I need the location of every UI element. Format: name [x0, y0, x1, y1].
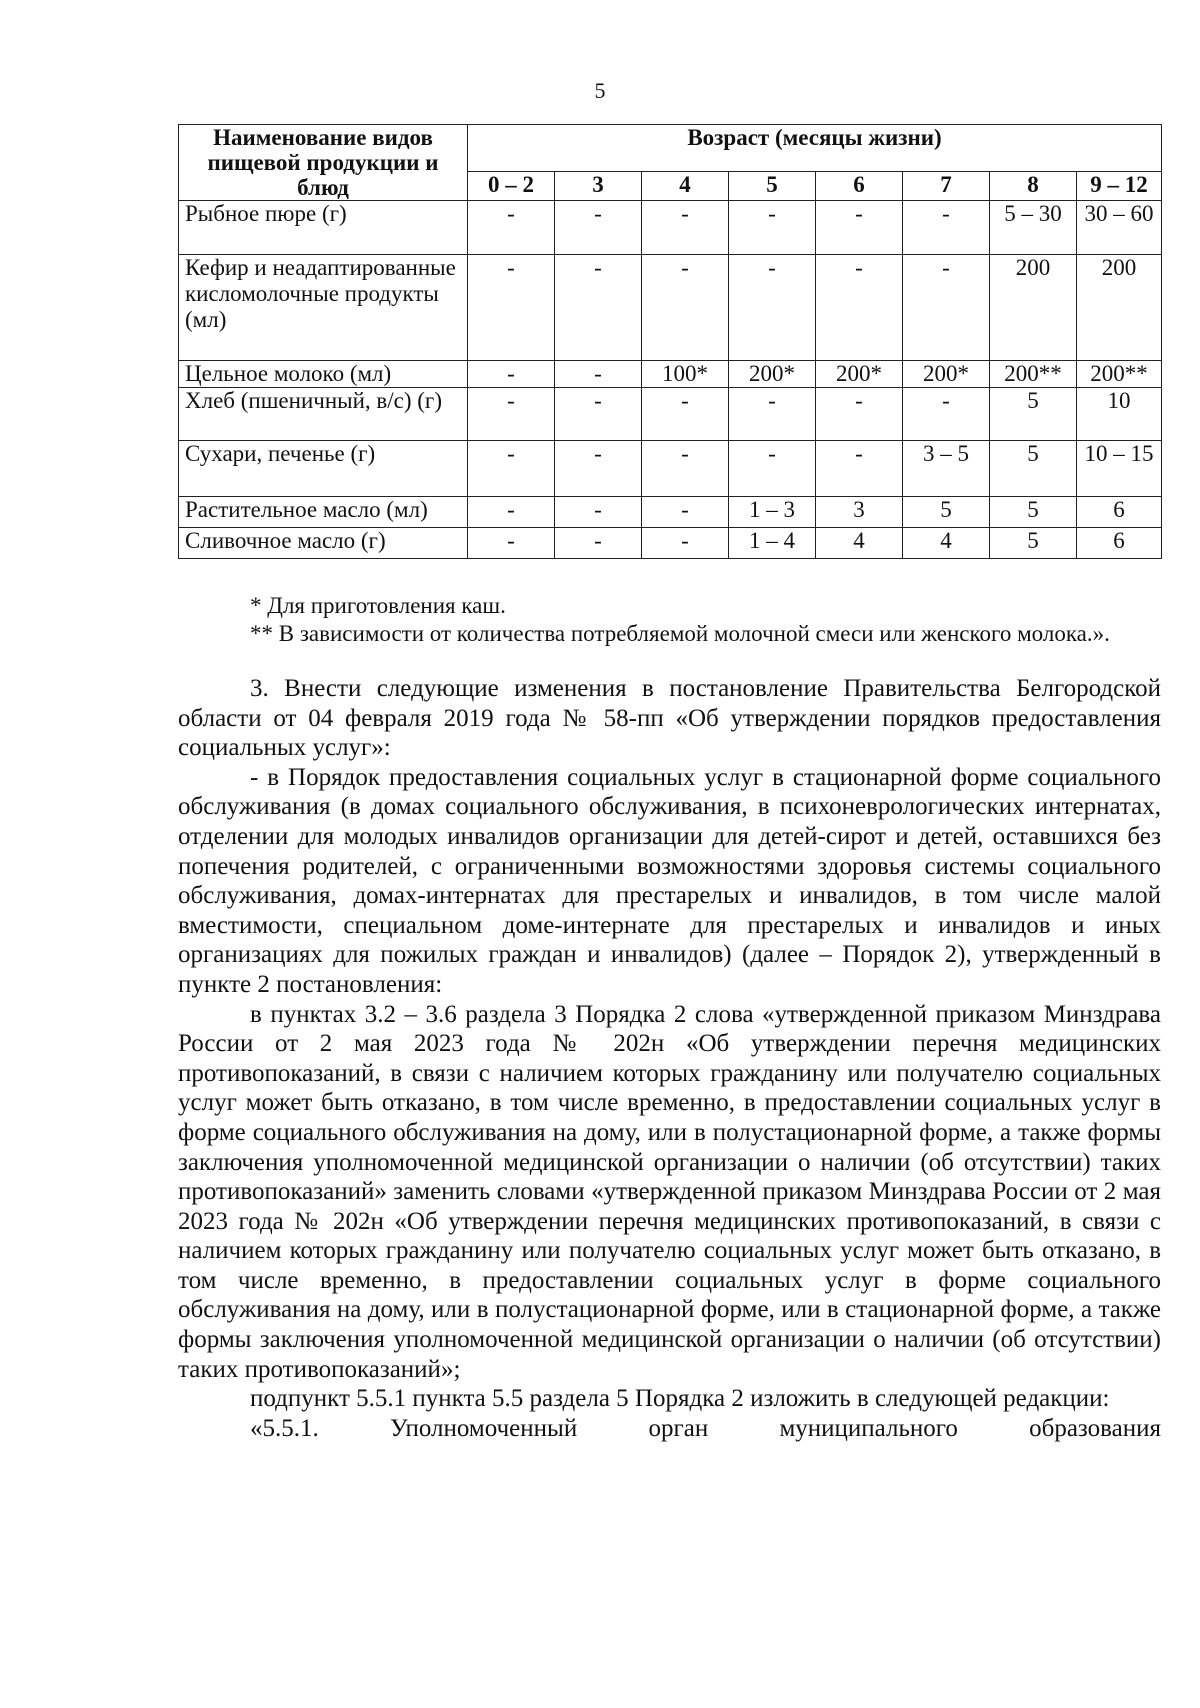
table-row: [179, 361, 1162, 388]
paragraph: 3. Внести следующие изменения в постановление Правительства Белгородской области от 04 февраля 2019 года № 58-пп «Об утверждении порядков предоставления социальных услуг»:: [178, 675, 1161, 762]
value-cell: 200: [1077, 255, 1162, 361]
product-name-cell: Хлеб (пшеничный, в/с) (г): [179, 388, 468, 441]
age-header: Возраст (месяцы жизни): [468, 125, 1162, 172]
product-name-cell: Сухари, печенье (г): [179, 441, 468, 497]
product-name-cell: Рыбное пюре (г): [179, 201, 468, 255]
table-row: [179, 388, 1162, 441]
paragraph: «5.5.1. Уполномоченный орган муниципального образования: [250, 1414, 1161, 1442]
value-cell: -: [468, 528, 555, 559]
document-body: [178, 674, 1161, 1443]
value-cell: -: [729, 388, 816, 441]
value-cell: -: [468, 388, 555, 441]
table-row: [179, 441, 1162, 497]
value-cell: 200*: [903, 361, 990, 388]
value-cell: 5: [990, 388, 1077, 441]
value-cell: 10 – 15: [1077, 441, 1162, 497]
value-cell: -: [903, 388, 990, 441]
value-cell: -: [555, 201, 642, 255]
value-cell: -: [729, 255, 816, 361]
value-cell: -: [816, 441, 903, 497]
age-column-header: 0 – 2: [468, 171, 555, 200]
value-cell: 1 – 3: [729, 497, 816, 528]
value-cell: -: [642, 497, 729, 528]
value-cell: 3 – 5: [903, 441, 990, 497]
value-cell: 200*: [816, 361, 903, 388]
value-cell: -: [468, 255, 555, 361]
value-cell: 100*: [642, 361, 729, 388]
value-cell: -: [555, 361, 642, 388]
value-cell: -: [816, 388, 903, 441]
age-column-header: 9 – 12: [1077, 171, 1162, 200]
value-cell: -: [642, 201, 729, 255]
footnote: * Для приготовления каш.: [250, 593, 506, 618]
value-cell: -: [816, 255, 903, 361]
value-cell: 6: [1077, 497, 1162, 528]
value-cell: 5 – 30: [990, 201, 1077, 255]
value-cell: -: [555, 255, 642, 361]
product-name-cell: Растительное масло (мл): [179, 497, 468, 528]
age-column-header: 8: [990, 171, 1077, 200]
value-cell: -: [468, 497, 555, 528]
page-number: 5: [594, 78, 606, 103]
value-cell: -: [642, 528, 729, 559]
footnote: ** В зависимости от количества потребляемой молочной смеси или женского молока.».: [250, 621, 1110, 646]
value-cell: -: [642, 388, 729, 441]
value-cell: 200*: [729, 361, 816, 388]
value-cell: 6: [1077, 528, 1162, 559]
value-cell: 5: [990, 497, 1077, 528]
footnotes: [178, 592, 1161, 648]
age-column-header: 5: [729, 171, 816, 200]
nutrition-table: [178, 124, 1162, 559]
value-cell: -: [555, 388, 642, 441]
value-cell: 200**: [1077, 361, 1162, 388]
value-cell: 5: [903, 497, 990, 528]
value-cell: 5: [990, 528, 1077, 559]
value-cell: -: [468, 201, 555, 255]
paragraph: подпункт 5.5.1 пункта 5.5 раздела 5 Порядка 2 изложить в следующей редакции:: [250, 1385, 1110, 1413]
age-column-header: 4: [642, 171, 729, 200]
paragraph: - в Порядок предоставления социальных услуг в стационарной форме социального обслуживания (в домах социального обслуживания, в психоневрологических интернатах, отделении для молодых инвалидов организации для детей-сирот и детей, оставшихся без попечения родителей, с ограниченными возможностями здоровья системы социального обслуживания, домах-интернатах для престарелых и инвалидов, в том числе малой вместимости, специальном доме-интернате для престарелых и инвалидов и иных организациях для пожилых граждан и инвалидов) (далее – Порядок 2), утвержденный в пункте 2 постановления:: [178, 763, 1161, 998]
age-column-header: 7: [903, 171, 990, 200]
product-name-cell: Цельное молоко (мл): [179, 361, 468, 388]
product-name-header: Наименование видов пищевой продукции и блюд: [179, 125, 468, 201]
paragraph: в пунктах 3.2 – 3.6 раздела 3 Порядка 2 слова «утвержденной приказом Минздрава России от 2 мая 2023 года № 202н «Об утверждении перечня медицинских противопоказаний, в связи с наличием которых гражданину или получателю социальных услуг может быть отказано, в том числе временно, в предоставлении социальных услуг в форме социального обслуживания на дому, или в полустационарной форме, а также формы заключения уполномоченной медицинской организации о наличии (об отсутствии) таких противопоказаний» заменить словами «утвержденной приказом Минздрава России от 2 мая 2023 года № 202н «Об утверждении перечня медицинских противопоказаний, в связи с наличием которых гражданину или получателю социальных услуг может быть отказано, в том числе временно, в предоставлении социальных услуг в форме социального обслуживания на дому, или в полустационарной форме, или в стационарной форме, а также формы заключения уполномоченной медицинской организации о наличии (об отсутствии) таких противопоказаний»;: [178, 1000, 1161, 1383]
table-row: [179, 528, 1162, 559]
value-cell: 5: [990, 441, 1077, 497]
table-row: [179, 255, 1162, 361]
value-cell: -: [903, 255, 990, 361]
table-row: [179, 201, 1162, 255]
product-name-cell: Сливочное масло (г): [179, 528, 468, 559]
table-row: [179, 497, 1162, 528]
value-cell: -: [642, 441, 729, 497]
value-cell: 200**: [990, 361, 1077, 388]
product-name-cell: Кефир и неадаптированные кисломолочные продукты (мл): [179, 255, 468, 361]
value-cell: -: [468, 441, 555, 497]
value-cell: -: [642, 255, 729, 361]
value-cell: 1 – 4: [729, 528, 816, 559]
value-cell: -: [729, 201, 816, 255]
age-column-header: 6: [816, 171, 903, 200]
value-cell: 4: [816, 528, 903, 559]
value-cell: -: [555, 441, 642, 497]
value-cell: -: [903, 201, 990, 255]
value-cell: 4: [903, 528, 990, 559]
value-cell: -: [555, 497, 642, 528]
value-cell: 200: [990, 255, 1077, 361]
value-cell: 30 – 60: [1077, 201, 1162, 255]
value-cell: 10: [1077, 388, 1162, 441]
value-cell: -: [555, 528, 642, 559]
value-cell: -: [729, 441, 816, 497]
age-column-header: 3: [555, 171, 642, 200]
value-cell: -: [816, 201, 903, 255]
value-cell: -: [468, 361, 555, 388]
value-cell: 3: [816, 497, 903, 528]
